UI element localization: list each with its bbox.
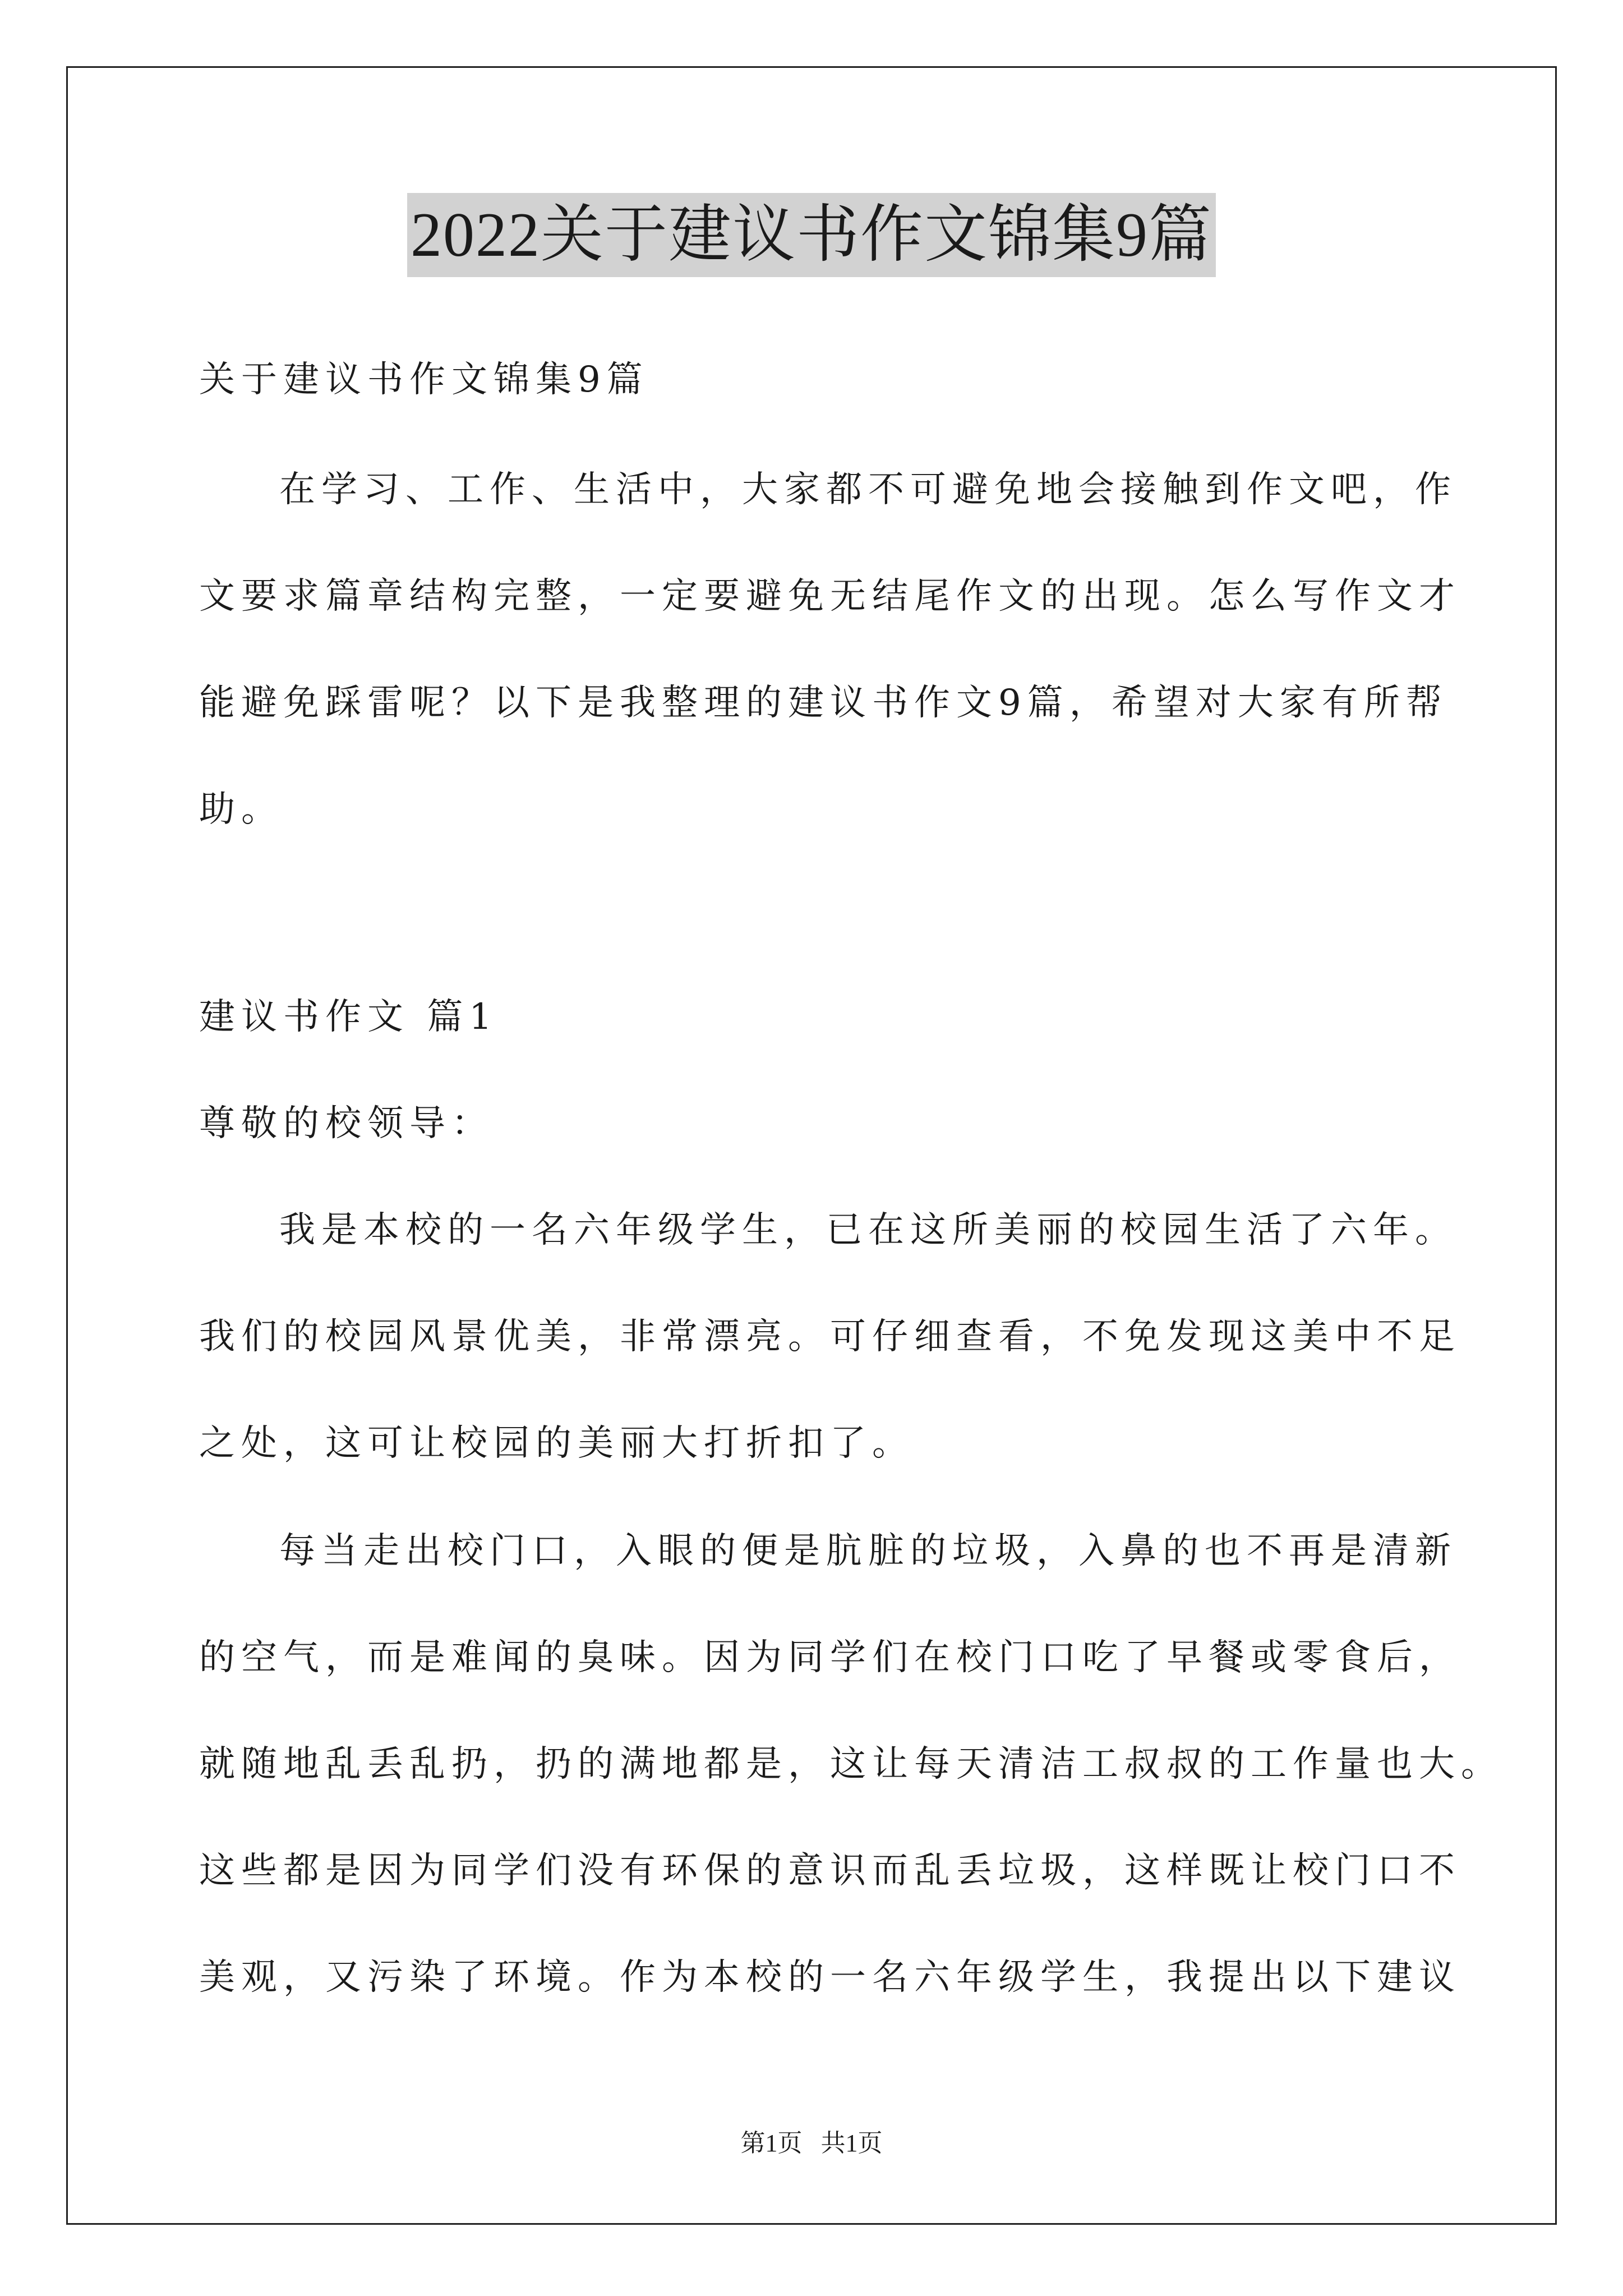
page-footer: 第1页 共1页 [740, 2129, 883, 2157]
para2-line-1: 每当走出校门口，入眼的便是肮脏的垃圾，入鼻的也不再是清新 [279, 1530, 1457, 1572]
section-heading: 建议书作文 篇1 [199, 996, 499, 1038]
document-subtitle: 关于建议书作文锦集9篇 [199, 359, 649, 401]
intro-line-1: 在学习、工作、生活中，大家都不可避免地会接触到作文吧，作 [279, 469, 1457, 510]
para2-line-2: 的空气，而是难闻的臭味。因为同学们在校门口吃了早餐或零食后， [199, 1637, 1461, 1678]
para1-line-3: 之处，这可让校园的美丽大打折扣了。 [199, 1423, 914, 1464]
intro-line-4: 助。 [199, 789, 283, 830]
para2-line-3: 就随地乱丢乱扔，扔的满地都是，这让每天清洁工叔叔的工作量也大。 [199, 1743, 1503, 1785]
para1-line-2: 我们的校园风景优美，非常漂亮。可仔细查看，不免发现这美中不足 [199, 1316, 1461, 1358]
para1-line-1: 我是本校的一名六年级学生，已在这所美丽的校园生活了六年。 [279, 1209, 1457, 1251]
para2-line-5: 美观，又污染了环境。作为本校的一名六年级学生，我提出以下建议 [199, 1957, 1461, 1998]
intro-line-2: 文要求篇章结构完整，一定要避免无结尾作文的出现。怎么写作文才 [199, 576, 1461, 617]
document-title: 2022关于建议书作文锦集9篇 [407, 193, 1216, 277]
intro-line-3: 能避免踩雷呢？以下是我整理的建议书作文9篇，希望对大家有所帮 [199, 682, 1448, 724]
title-container [0, 193, 1623, 277]
para2-line-4: 这些都是因为同学们没有环保的意识而乱丢垃圾，这样既让校门口不 [199, 1850, 1461, 1892]
salutation: 尊敬的校领导： [199, 1103, 494, 1144]
